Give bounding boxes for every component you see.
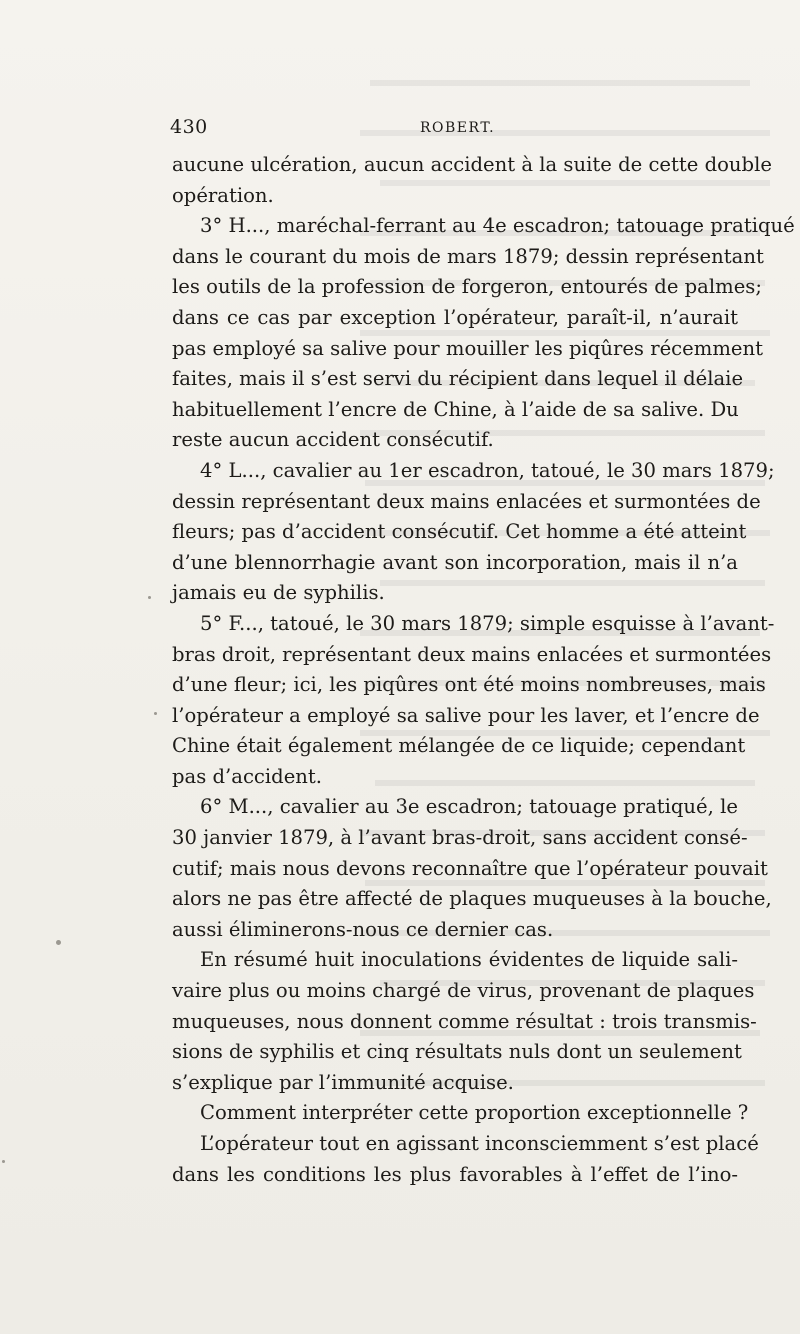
text-line: dans les conditions les plus favorables à l’effet de l’ino- (172, 1162, 738, 1186)
text-line: opération. (172, 183, 274, 207)
text-line: d’une fleur; ici, les piqûres ont été moins nombreuses, mais (172, 673, 766, 697)
text-line: l’opérateur a employé sa salive pour les laver, et l’encre de (172, 703, 760, 727)
text-line: dessin représentant deux mains enlacées et surmontées de (172, 489, 761, 513)
text-line: 6° M..., cavalier au 3e escadron; tatouage pratiqué, le (200, 795, 738, 819)
text-line: faites, mais il s’est servi du récipient dans lequel il délaie (172, 367, 744, 391)
text-line: aussi éliminerons-nous ce dernier cas. (172, 917, 554, 941)
running-head: ROBERT. (420, 120, 496, 136)
text-line: pas d’accident. (172, 764, 323, 788)
text-line: dans ce cas par exception l’opérateur, paraît-il, n’aurait (172, 305, 738, 329)
text-line: vaire plus ou moins chargé de virus, provenant de plaques (172, 979, 755, 1003)
text-line: dans le courant du mois de mars 1879; dessin représentant (172, 244, 764, 268)
text-line: sions de syphilis et cinq résultats nuls dont un seulement (172, 1040, 742, 1064)
text-line: 3° H..., maréchal-ferrant au 4e escadron; tatouage pratiqué (200, 214, 795, 238)
paper-speck (2, 1160, 5, 1163)
text-line: 4° L..., cavalier au 1er escadron, tatoué, le 30 mars 1879; (200, 458, 775, 482)
text-line: s’explique par l’immunité acquise. (172, 1070, 514, 1094)
text-line: aucune ulcération, aucun accident à la suite de cette double (172, 153, 772, 176)
body-text (172, 150, 795, 1190)
text-line: reste aucun accident consécutif. (172, 428, 494, 452)
text-line: 30 janvier 1879, à l’avant bras-droit, sans accident consé- (172, 826, 748, 850)
text-line: muqueuses, nous donnent comme résultat : trois transmis- (172, 1009, 757, 1033)
text-line: Comment interpréter cette proportion exceptionnelle ? (200, 1101, 749, 1125)
page-header (170, 116, 740, 142)
text-line: d’une blennorrhagie avant son incorporation, mais il n’a (172, 550, 738, 574)
paper-speck (148, 596, 151, 599)
text-line: Chine était également mélangée de ce liquide; cependant (172, 734, 746, 758)
text-line: habituellement l’encre de Chine, à l’aide de sa salive. Du (172, 397, 739, 421)
text-line: fleurs; pas d’accident consécutif. Cet homme a été atteint (172, 520, 747, 544)
paper-speck (154, 712, 157, 715)
text-line: 5° F..., tatoué, le 30 mars 1879; simple esquisse à l’avant- (200, 611, 775, 635)
text-line: bras droit, représentant deux mains enlacées et surmontées (172, 642, 772, 666)
text-line: les outils de la profession de forgeron, entourés de palmes; (172, 275, 762, 299)
text-line: jamais eu de syphilis. (172, 581, 385, 605)
text-line: En résumé huit inoculations évidentes de liquide sali- (200, 948, 738, 972)
text-line: cutif; mais nous devons reconnaître que l’opérateur pouvait (172, 856, 768, 880)
text-line: alors ne pas être affecté de plaques muqueuses à la bouche, (172, 887, 772, 911)
text-line: pas employé sa salive pour mouiller les piqûres récemment (172, 336, 763, 360)
paper-speck (56, 940, 61, 945)
text-line: L’opérateur tout en agissant inconsciemment s’est placé (200, 1132, 759, 1155)
page-number: 430 (170, 116, 208, 138)
